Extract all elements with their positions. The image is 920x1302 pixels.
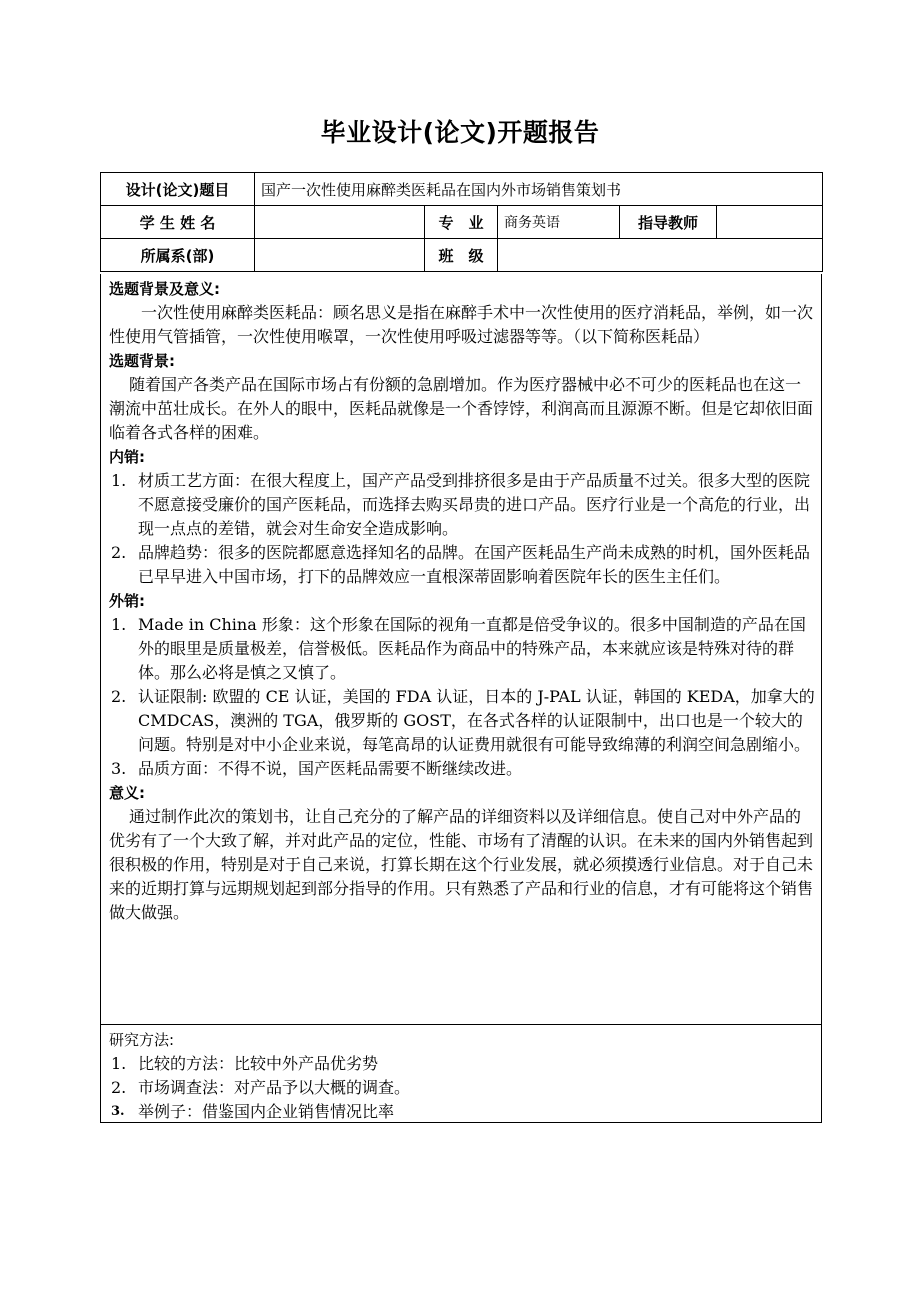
section-heading-domestic-sales: 内销: — [109, 448, 145, 466]
research-methods-section — [100, 1024, 822, 1123]
page-title: 毕业设计(论文)开题报告 — [320, 118, 600, 147]
section-heading-significance: 意义: — [109, 784, 145, 802]
list-text: 举例子：借鉴国内企业销售情况比率 — [138, 1102, 395, 1121]
section-heading-background: 选题背景: — [109, 352, 175, 370]
section-heading-background-significance: 选题背景及意义: — [109, 280, 220, 298]
class-value — [498, 239, 823, 272]
list-item — [109, 541, 815, 589]
list-number: 3. — [111, 759, 127, 778]
section-heading-research-methods: 研究方法: — [109, 1031, 175, 1049]
topic-row — [101, 173, 823, 206]
list-item — [109, 1100, 815, 1124]
list-text: 认证限制: 欧盟的 CE 认证，美国的 FDA 认证，日本的 J-PAL 认证，韩国的 KEDA，加拿大的 CMDCAS，澳洲的 TGA，俄罗斯的 GOST，在各式各样的认证限制中，出口也是一个较大的问题。特别是对中小企业来说，每笔高昂的认证费用就很有可能导致绵薄的利润空间急剧缩小。 — [138, 687, 815, 754]
background-section — [100, 274, 822, 1025]
topic-value: 国产一次性使用麻醉类医耗品在国内外市场销售策划书 — [255, 173, 823, 206]
list-item — [109, 1052, 815, 1076]
student-name-label: 学 生 姓 名 — [101, 206, 255, 239]
major-value: 商务英语 — [498, 206, 620, 239]
list-item — [109, 685, 815, 757]
advisor-label: 指导教师 — [620, 206, 717, 239]
student-row — [101, 206, 823, 239]
dept-label: 所属系(部) — [101, 239, 255, 272]
list-number: 3. — [111, 1104, 125, 1119]
list-text: 比较的方法：比较中外产品优劣势 — [138, 1054, 379, 1073]
list-item — [109, 469, 815, 541]
list-number: 2. — [111, 543, 127, 562]
list-text: 材质工艺方面：在很大程度上，国产产品受到排挤很多是由于产品质量不过关。很多大型的医院不愿意接受廉价的国产医耗品，而选择去购买昂贵的进口产品。医疗行业是一个高危的行业，出现一点点的差错，就会对生命安全造成影响。 — [138, 471, 811, 538]
list-text: 市场调查法：对产品予以大概的调查。 — [138, 1078, 411, 1097]
list-number: 1. — [111, 471, 127, 490]
header-table — [100, 172, 823, 272]
list-item — [109, 1076, 815, 1100]
significance-paragraph: 通过制作此次的策划书，让自己充分的了解产品的详细资料以及详细信息。使自己对中外产品的优劣有了一个大致了解，并对此产品的定位，性能、市场有了清醒的认识。在未来的国内外销售起到很积极的作用，特别是对于自己来说，打算长期在这个行业发展，就必须摸透行业信息。对于自己未来的近期打算与远期规划起到部分指导的作用。只有熟悉了产品和行业的信息，才有可能将这个销售做大做强。 — [109, 807, 814, 922]
major-label: 专 业 — [425, 206, 498, 239]
class-label: 班 级 — [425, 239, 498, 272]
advisor-value — [717, 206, 823, 239]
dept-value — [255, 239, 425, 272]
list-number: 2. — [111, 1078, 127, 1097]
background-paragraph: 随着国产各类产品在国际市场占有份额的急剧增加。作为医疗器械中必不可少的医耗品也在这一潮流中茁壮成长。在外人的眼中，医耗品就像是一个香饽饽，利润高而且源源不断。但是它却依旧面临着各式各样的困难。 — [109, 375, 814, 442]
student-name-value — [255, 206, 425, 239]
dept-row — [101, 239, 823, 272]
list-number: 1. — [111, 1054, 127, 1073]
list-text: Made in China 形象：这个形象在国际的视角一直都是倍受争议的。很多中国制造的产品在国外的眼里是质量极差，信誉极低。医耗品作为商品中的特殊产品，本来就应该是特殊对待的群体。那么必将是慎之又慎了。 — [138, 615, 806, 682]
list-number: 1. — [111, 615, 127, 634]
list-item — [109, 757, 815, 781]
list-text: 品质方面：不得不说，国产医耗品需要不断继续改进。 — [138, 759, 523, 778]
section-heading-export-sales: 外销: — [109, 592, 145, 610]
list-text: 品牌趋势：很多的医院都愿意选择知名的品牌。在国产医耗品生产尚未成熟的时机，国外医耗品已早早进入中国市场，打下的品牌效应一直根深蒂固影响着医院年长的医生主任们。 — [138, 543, 811, 586]
list-item — [109, 613, 815, 685]
topic-label: 设计(论文)题目 — [101, 173, 255, 206]
list-number: 2. — [111, 687, 127, 706]
definition-paragraph: 一次性使用麻醉类医耗品：顾名思义是指在麻醉手术中一次性使用的医疗消耗品，举例，如一次性使用气管插管，一次性使用喉罩，一次性使用呼吸过滤器等等。（以下简称医耗品） — [109, 303, 814, 346]
